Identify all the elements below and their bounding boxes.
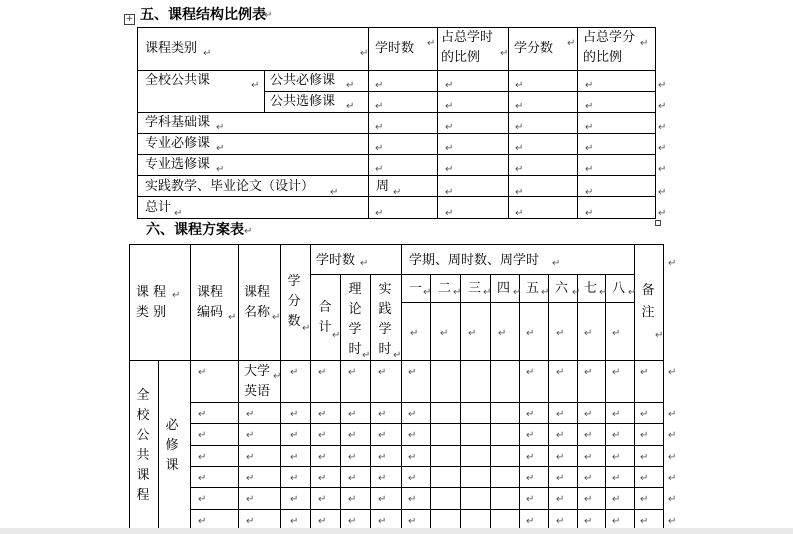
paragraph-mark-icon: ↵ [526, 494, 535, 505]
paragraph-mark-icon: ↵ [468, 328, 477, 339]
row-public-required: 公共必修课 [270, 73, 336, 88]
row-total: 总计 [145, 200, 172, 215]
paragraph-mark-icon: ↵ [318, 409, 327, 420]
paragraph-mark-icon: ↵ [668, 430, 677, 441]
paragraph-mark-icon: ↵ [640, 516, 649, 527]
header-hours-ratio: 占总学时的比例 [441, 30, 494, 65]
paragraph-mark-icon: ↵ [375, 101, 384, 112]
paragraph-mark-icon: ↵ [556, 452, 565, 463]
paragraph-mark-icon: ↵ [668, 452, 677, 463]
paragraph-mark-icon: ↵ [526, 430, 535, 441]
paragraph-mark-icon: ↵ [290, 494, 299, 505]
paragraph-mark-icon: ↵ [584, 367, 593, 378]
paragraph-mark-icon: ↵ [556, 430, 565, 441]
paragraph-mark-icon: ↵ [198, 452, 207, 463]
sub-label: 必修课 [165, 418, 179, 473]
paragraph-mark-icon: ↵ [584, 328, 593, 339]
row-major-required: 专业必修课 [145, 136, 211, 151]
paragraph-mark-icon: ↵ [498, 328, 507, 339]
header-practice: 实践学时 [378, 282, 392, 357]
paragraph-mark-icon: ↵ [445, 187, 454, 198]
paragraph-mark-icon: ↵ [658, 187, 667, 198]
paragraph-mark-icon: ↵ [290, 367, 299, 378]
paragraph-mark-icon: ↵ [584, 409, 593, 420]
paragraph-mark-icon: ↵ [658, 101, 667, 112]
paragraph-mark-icon: ↵ [515, 208, 524, 219]
paragraph-mark-icon: ↵ [198, 430, 207, 441]
paragraph-mark-icon: ↵ [272, 312, 281, 323]
paragraph-mark-icon: ↵ [410, 328, 419, 339]
paragraph-mark-icon: ↵ [572, 287, 581, 298]
row-practice: 实践教学、毕业论文（设计） [145, 179, 315, 194]
paragraph-mark-icon: ↵ [228, 312, 237, 323]
paragraph-mark-icon: ↵ [526, 367, 535, 378]
paragraph-mark-icon: ↵ [408, 367, 417, 378]
paragraph-mark-icon: ↵ [445, 122, 454, 133]
paragraph-mark-icon: ↵ [393, 350, 402, 361]
paragraph-mark-icon: ↵ [198, 367, 207, 378]
header-hours: 学时数 [316, 253, 356, 268]
paragraph-mark-icon: ↵ [375, 122, 384, 133]
paragraph-mark-icon: ↵ [445, 164, 454, 175]
paragraph-mark-icon: ↵ [526, 473, 535, 484]
header-category: 课程类别 [145, 41, 198, 56]
paragraph-mark-icon: ↵ [584, 473, 593, 484]
paragraph-mark-icon: ↵ [584, 452, 593, 463]
paragraph-mark-icon: ↵ [640, 367, 649, 378]
semester-1: 一 [409, 281, 423, 296]
header-theory: 理论学时 [348, 282, 362, 357]
paragraph-mark-icon: ↵ [526, 516, 535, 527]
paragraph-mark-icon: ↵ [172, 290, 181, 301]
paragraph-mark-icon: ↵ [290, 473, 299, 484]
paragraph-mark-icon: ↵ [348, 409, 357, 420]
paragraph-mark-icon: ↵ [408, 516, 417, 527]
paragraph-mark-icon: ↵ [668, 494, 677, 505]
semester-7: 七 [584, 281, 598, 296]
paragraph-mark-icon: ↵ [378, 473, 387, 484]
semester-3: 三 [468, 281, 482, 296]
paragraph-mark-icon: ↵ [423, 287, 432, 298]
paragraph-mark-icon: ↵ [612, 409, 621, 420]
paragraph-mark-icon: ↵ [556, 516, 565, 527]
paragraph-mark-icon: ↵ [612, 430, 621, 441]
paragraph-mark-icon: ↵ [318, 430, 327, 441]
paragraph-mark-icon: ↵ [318, 516, 327, 527]
paragraph-mark-icon: ↵ [453, 287, 462, 298]
paragraph-mark-icon: ↵ [515, 80, 524, 91]
paragraph-mark-icon: ↵ [174, 208, 183, 219]
paragraph-mark-icon: ↵ [198, 494, 207, 505]
row-school-public: 全校公共课 [145, 73, 211, 88]
paragraph-mark-icon: ↵ [246, 430, 255, 441]
paragraph-mark-icon: ↵ [584, 516, 593, 527]
header-credits: 学分数 [514, 41, 554, 56]
paragraph-mark-icon: ↵ [246, 473, 255, 484]
paragraph-mark-icon: ↵ [244, 226, 253, 237]
paragraph-mark-icon: ↵ [585, 122, 594, 133]
paragraph-mark-icon: ↵ [640, 430, 649, 441]
paragraph-mark-icon: ↵ [655, 330, 664, 341]
paragraph-mark-icon: ↵ [346, 80, 355, 91]
paragraph-mark-icon: ↵ [273, 371, 282, 382]
semester-8: 八 [612, 281, 626, 296]
paragraph-mark-icon: ↵ [330, 187, 339, 198]
paragraph-mark-icon: ↵ [362, 350, 371, 361]
paragraph-mark-icon: ↵ [332, 330, 341, 341]
paragraph-mark-icon: ↵ [318, 473, 327, 484]
row-major-elective: 专业选修课 [145, 157, 211, 172]
header-credits: 学分数 [287, 274, 301, 329]
paragraph-mark-icon: ↵ [290, 516, 299, 527]
paragraph-mark-icon: ↵ [427, 38, 436, 49]
paragraph-mark-icon: ↵ [408, 409, 417, 420]
paragraph-mark-icon: ↵ [445, 208, 454, 219]
paragraph-mark-icon: ↵ [612, 367, 621, 378]
paragraph-mark-icon: ↵ [612, 452, 621, 463]
paragraph-mark-icon: ↵ [640, 409, 649, 420]
paragraph-mark-icon: ↵ [556, 494, 565, 505]
paragraph-mark-icon: ↵ [378, 516, 387, 527]
paragraph-mark-icon: ↵ [513, 287, 522, 298]
paragraph-mark-icon: ↵ [408, 452, 417, 463]
paragraph-mark-icon: ↵ [375, 164, 384, 175]
paragraph-mark-icon: ↵ [515, 122, 524, 133]
semester-5: 五 [526, 281, 540, 296]
header-total: 合计 [318, 300, 332, 335]
paragraph-mark-icon: ↵ [515, 101, 524, 112]
paragraph-mark-icon: ↵ [318, 494, 327, 505]
paragraph-mark-icon: ↵ [556, 409, 565, 420]
paragraph-mark-icon: ↵ [198, 516, 207, 527]
paragraph-mark-icon: ↵ [612, 516, 621, 527]
paragraph-mark-icon: ↵ [318, 367, 327, 378]
paragraph-mark-icon: ↵ [585, 164, 594, 175]
paragraph-mark-icon: ↵ [585, 143, 594, 154]
paragraph-mark-icon: ↵ [640, 452, 649, 463]
header-name-a: 课程 [244, 285, 271, 300]
section5-title: 五、课程结构比例表 [140, 7, 266, 23]
paragraph-mark-icon: ↵ [378, 452, 387, 463]
paragraph-mark-icon: ↵ [541, 287, 550, 298]
paragraph-mark-icon: ↵ [585, 80, 594, 91]
paragraph-mark-icon: ↵ [515, 164, 524, 175]
paragraph-mark-icon: ↵ [658, 122, 667, 133]
paragraph-mark-icon: ↵ [393, 187, 402, 198]
paragraph-mark-icon: ↵ [585, 187, 594, 198]
paragraph-mark-icon: ↵ [612, 328, 621, 339]
paragraph-mark-icon: ↵ [526, 328, 535, 339]
paragraph-mark-icon: ↵ [246, 452, 255, 463]
row-subject-basic: 学科基础课 [145, 115, 211, 130]
paragraph-mark-icon: ↵ [668, 258, 677, 269]
paragraph-mark-icon: ↵ [445, 143, 454, 154]
paragraph-mark-icon: ↵ [658, 80, 667, 91]
header-code-a: 课程 [197, 285, 224, 300]
paragraph-mark-icon: ↵ [515, 143, 524, 154]
header-code-b: 编码 [197, 305, 224, 320]
paragraph-mark-icon: ↵ [668, 367, 677, 378]
paragraph-mark-icon: ↵ [585, 101, 594, 112]
paragraph-mark-icon: ↵ [567, 38, 576, 49]
paragraph-mark-icon: ↵ [375, 208, 384, 219]
paragraph-mark-icon: ↵ [360, 258, 369, 269]
paragraph-mark-icon: ↵ [378, 409, 387, 420]
paragraph-mark-icon: ↵ [668, 473, 677, 484]
header-hours: 学时数 [375, 41, 415, 56]
paragraph-mark-icon: ↵ [348, 494, 357, 505]
paragraph-mark-icon: ↵ [216, 143, 225, 154]
paragraph-mark-icon: ↵ [658, 143, 667, 154]
paragraph-mark-icon: ↵ [668, 409, 677, 420]
paragraph-mark-icon: ↵ [483, 287, 492, 298]
paragraph-mark-icon: ↵ [445, 80, 454, 91]
paragraph-mark-icon: ↵ [318, 452, 327, 463]
paragraph-mark-icon: ↵ [246, 409, 255, 420]
paragraph-mark-icon: ↵ [264, 10, 273, 21]
paragraph-mark-icon: ↵ [612, 473, 621, 484]
paragraph-mark-icon: ↵ [348, 367, 357, 378]
paragraph-mark-icon: ↵ [290, 452, 299, 463]
paragraph-mark-icon: ↵ [585, 208, 594, 219]
paragraph-mark-icon: ↵ [378, 430, 387, 441]
semester-2: 二 [438, 281, 452, 296]
paragraph-mark-icon: ↵ [612, 494, 621, 505]
paragraph-mark-icon: ↵ [375, 143, 384, 154]
semester-4: 四 [497, 281, 511, 296]
paragraph-mark-icon: ↵ [216, 164, 225, 175]
paragraph-mark-icon: ↵ [290, 409, 299, 420]
paragraph-mark-icon: ↵ [500, 48, 509, 59]
paragraph-mark-icon: ↵ [640, 38, 649, 49]
paragraph-mark-icon: ↵ [440, 328, 449, 339]
semester-6: 六 [555, 281, 569, 296]
paragraph-mark-icon: ↵ [408, 473, 417, 484]
paragraph-mark-icon: ↵ [556, 328, 565, 339]
paragraph-mark-icon: ↵ [668, 516, 677, 527]
paragraph-mark-icon: ↵ [348, 430, 357, 441]
row-public-elective: 公共选修课 [270, 94, 336, 109]
paragraph-mark-icon: ↵ [346, 101, 355, 112]
horizontal-scrollbar[interactable] [0, 528, 793, 534]
paragraph-mark-icon: ↵ [302, 323, 311, 334]
paragraph-mark-icon: ↵ [552, 258, 561, 269]
first-course: 大学英语 [244, 364, 271, 399]
paragraph-mark-icon: ↵ [515, 187, 524, 198]
paragraph-mark-icon: ↵ [599, 287, 608, 298]
paragraph-mark-icon: ↵ [348, 473, 357, 484]
paragraph-mark-icon: ↵ [198, 409, 207, 420]
header-credits-ratio: 占总学分的比例 [583, 30, 636, 65]
paragraph-mark-icon: ↵ [246, 494, 255, 505]
paragraph-mark-icon: ↵ [556, 473, 565, 484]
paragraph-mark-icon: ↵ [360, 48, 369, 59]
paragraph-mark-icon: ↵ [408, 494, 417, 505]
paragraph-mark-icon: ↵ [584, 430, 593, 441]
header-name-b: 名称 [244, 305, 271, 320]
paragraph-mark-icon: ↵ [203, 48, 212, 59]
header-semester-group: 学期、周时数、周学时 [409, 253, 540, 268]
paragraph-mark-icon: ↵ [348, 516, 357, 527]
paragraph-mark-icon: ↵ [526, 409, 535, 420]
paragraph-mark-icon: ↵ [378, 494, 387, 505]
section6-title: 六、课程方案表 [146, 222, 244, 238]
paragraph-mark-icon: ↵ [198, 473, 207, 484]
paragraph-mark-icon: ↵ [658, 208, 667, 219]
paragraph-mark-icon: ↵ [640, 494, 649, 505]
table-resize-handle[interactable] [655, 220, 661, 226]
paragraph-mark-icon: ↵ [348, 452, 357, 463]
paragraph-mark-icon: ↵ [658, 164, 667, 175]
paragraph-mark-icon: ↵ [584, 494, 593, 505]
table-move-handle-icon[interactable]: + [125, 14, 134, 24]
header-category-b: 类 别 [136, 305, 167, 320]
group-label: 全校公共课程 [136, 388, 150, 503]
paragraph-mark-icon: ↵ [251, 80, 260, 91]
paragraph-mark-icon: ↵ [556, 367, 565, 378]
paragraph-mark-icon: ↵ [378, 367, 387, 378]
paragraph-mark-icon: ↵ [640, 473, 649, 484]
row-practice-hours: 周 [376, 179, 390, 194]
paragraph-mark-icon: ↵ [445, 101, 454, 112]
paragraph-mark-icon: ↵ [628, 287, 637, 298]
paragraph-mark-icon: ↵ [246, 516, 255, 527]
header-remark: 备注 [641, 283, 655, 320]
paragraph-mark-icon: ↵ [216, 122, 225, 133]
header-category-a: 课 程 [136, 285, 167, 300]
paragraph-mark-icon: ↵ [526, 452, 535, 463]
paragraph-mark-icon: ↵ [290, 430, 299, 441]
paragraph-mark-icon: ↵ [408, 430, 417, 441]
paragraph-mark-icon: ↵ [375, 80, 384, 91]
